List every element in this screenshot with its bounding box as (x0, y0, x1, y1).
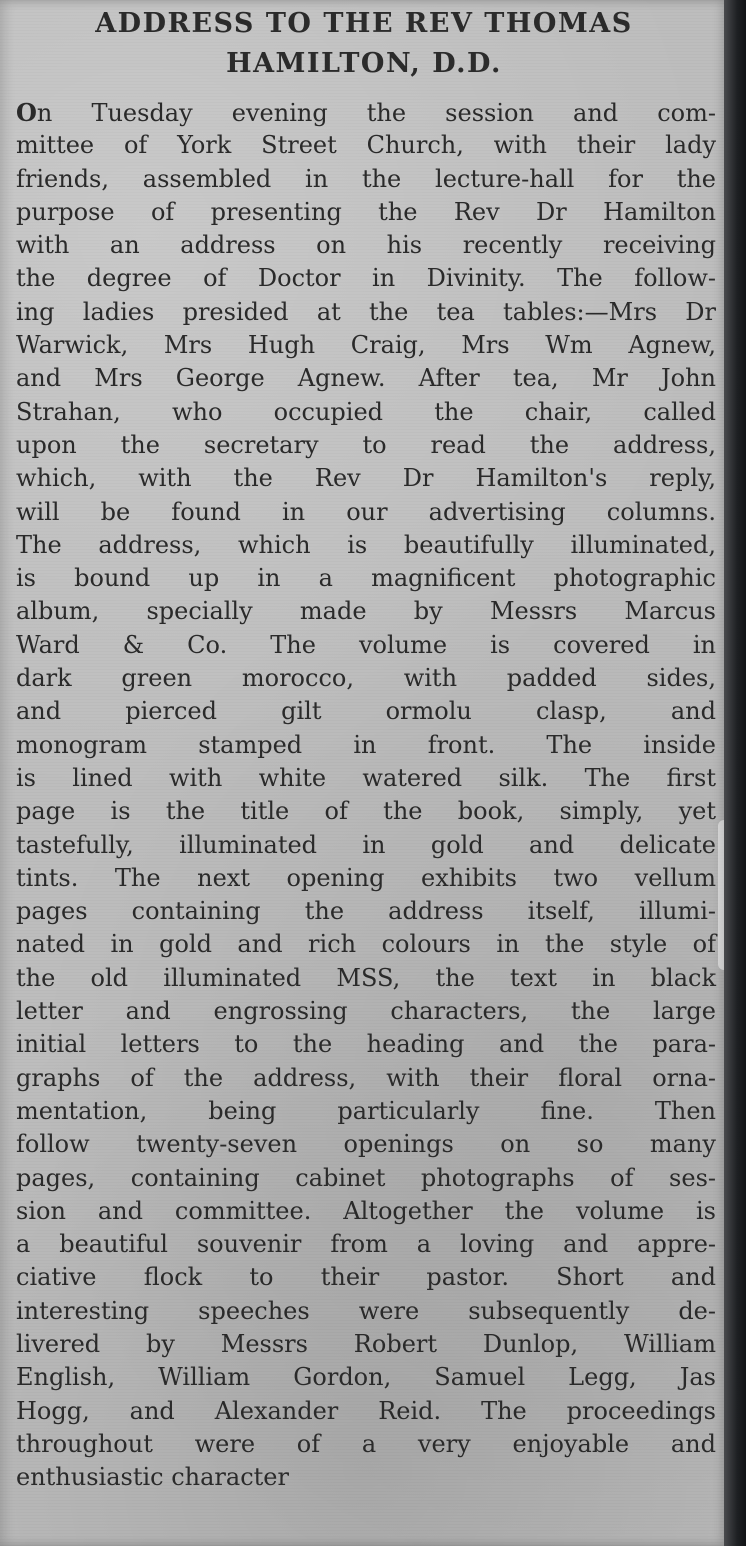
body-line: tints. The next opening exhibits two vellum (16, 863, 716, 892)
body-line: Ward & Co. The volume is covered in (16, 630, 716, 659)
body-line: is bound up in a magnificent photographic (16, 564, 716, 593)
body-line: ciative flock to their pastor. Short and (16, 1263, 716, 1292)
body-line: Strahan, who occupied the chair, called (16, 397, 716, 426)
body-line: letter and engrossing characters, the large (16, 997, 716, 1026)
body-line: and Mrs George Agnew. After tea, Mr John (16, 364, 716, 393)
body-line: On Tuesday evening the session and com- (16, 98, 716, 127)
body-line: follow twenty-seven openings on so many (16, 1130, 716, 1159)
body-line: pages, containing cabinet photographs of ses- (16, 1163, 716, 1192)
body-line: tastefully, illuminated in gold and delicate (16, 830, 716, 859)
body-line: will be found in our advertising columns. (16, 497, 716, 526)
scan-border (724, 0, 746, 1546)
headline-line: HAMILTON, D.D. (226, 48, 502, 79)
body-line: interesting speeches were subsequently de- (16, 1296, 716, 1325)
headline-line: ADDRESS TO THE REV THOMAS (95, 8, 633, 39)
body-line: graphs of the address, with their floral orna- (16, 1063, 716, 1092)
body-line: page is the title of the book, simply, yet (16, 797, 716, 826)
body-line: which, with the Rev Dr Hamilton's reply, (16, 464, 716, 493)
body-line: pages containing the address itself, illumi- (16, 897, 716, 926)
body-line: livered by Messrs Robert Dunlop, William (16, 1329, 716, 1358)
body-line: the old illuminated MSS, the text in black (16, 963, 716, 992)
body-line: enthusiastic character (16, 1463, 289, 1492)
body-line: purpose of presenting the Rev Dr Hamilton (16, 197, 716, 226)
article-headline (14, 4, 714, 84)
body-line: and pierced gilt ormolu clasp, and (16, 697, 716, 726)
body-line: monogram stamped in front. The inside (16, 730, 716, 759)
body-line: the degree of Doctor in Divinity. The follow- (16, 264, 716, 293)
body-line: friends, assembled in the lecture-hall for the (16, 164, 716, 193)
body-line: ing ladies presided at the tea tables:—Mrs Dr (16, 297, 716, 326)
body-line: mentation, being particularly fine. Then (16, 1096, 716, 1125)
body-line: is lined with white watered silk. The first (16, 763, 716, 792)
body-line: throughout were of a very enjoyable and (16, 1429, 716, 1458)
body-line: dark green morocco, with padded sides, (16, 664, 716, 693)
body-line: initial letters to the heading and the para- (16, 1030, 716, 1059)
body-line: English, William Gordon, Samuel Legg, Jas (16, 1363, 716, 1392)
body-line: upon the secretary to read the address, (16, 430, 716, 459)
body-line: Hogg, and Alexander Reid. The proceedings (16, 1396, 716, 1425)
body-line: Warwick, Mrs Hugh Craig, Mrs Wm Agnew, (16, 331, 716, 360)
body-line: nated in gold and rich colours in the style of (16, 930, 716, 959)
body-line: sion and committee. Altogether the volume is (16, 1196, 716, 1225)
body-line: album, specially made by Messrs Marcus (16, 597, 716, 626)
body-line: with an address on his recently receiving (16, 231, 716, 260)
body-line: The address, which is beautifully illuminated, (16, 530, 716, 559)
article-body (16, 96, 716, 1494)
body-line: a beautiful souvenir from a loving and appre- (16, 1230, 716, 1259)
body-line: mittee of York Street Church, with their lady (16, 131, 716, 160)
